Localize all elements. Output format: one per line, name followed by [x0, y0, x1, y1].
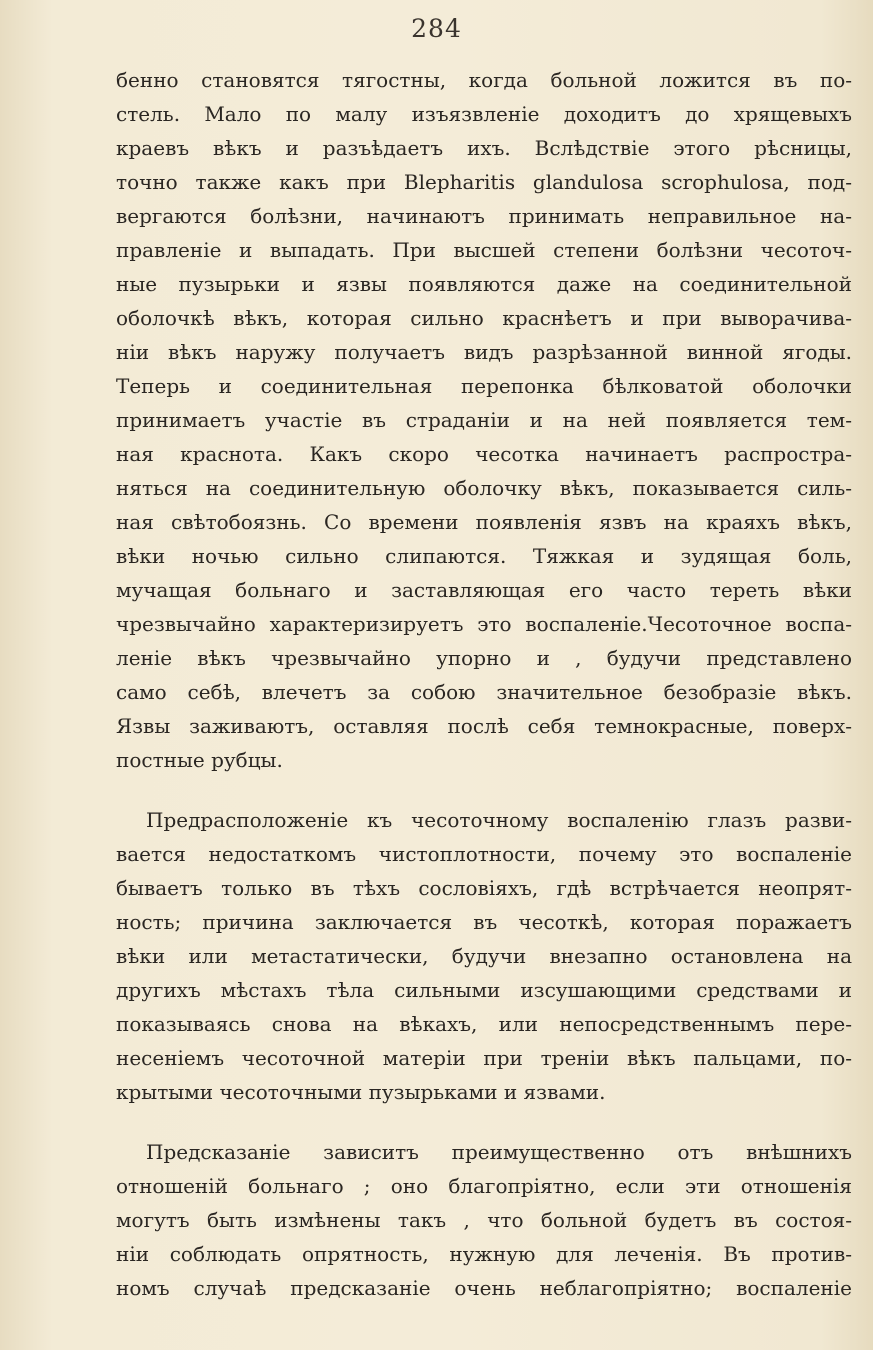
text-line: Теперь и соединительная перепонка бѣлковатой оболочки [116, 374, 852, 398]
text-line: Язвы заживаютъ, оставляя послѣ себя темнокрасные, поверх- [116, 714, 852, 738]
text-line: стель. Мало по малу изъязвленіе доходитъ до хрящевыхъ [116, 102, 852, 126]
paragraph-2 [116, 803, 852, 1109]
text-line: отношеній больнаго ; оно благопріятно, если эти отношенія [116, 1174, 852, 1198]
text-line: могутъ быть измѣнены такъ , что больной будетъ въ состоя- [116, 1208, 852, 1232]
text-line: ная краснота. Какъ скоро чесотка начинаетъ распростра- [116, 442, 852, 466]
text-line: ніи вѣкъ наружу получаетъ видъ разрѣзанной винной ягоды. [116, 340, 852, 364]
text-line: само себѣ, влечетъ за собою значительное безобразіе вѣкъ. [116, 680, 852, 704]
text-line: принимаетъ участіе въ страданіи и на ней появляется тем- [116, 408, 852, 432]
text-line: чрезвычайно характеризируетъ это воспаленіе.Чесоточное воспа- [116, 612, 852, 636]
text-line: точно также какъ при Blepharitis glandulosa scrophulosa, под- [116, 170, 852, 194]
text-line: несеніемъ чесоточной матеріи при треніи вѣкъ пальцами, по- [116, 1046, 852, 1070]
text-line: оболочкѣ вѣкъ, которая сильно краснѣетъ и при выворачива- [116, 306, 852, 330]
paragraph-1 [116, 63, 852, 777]
text-line: ніи соблюдать опрятность, нужную для леченія. Въ против- [116, 1242, 852, 1266]
paragraph-3 [116, 1135, 852, 1305]
text-line: Предрасположеніе къ чесоточному воспаленію глазъ разви- [146, 808, 852, 832]
paragraph-spacer [116, 777, 852, 803]
text-line: вергаются болѣзни, начинаютъ принимать неправильное на- [116, 204, 852, 228]
text-line: бенно становятся тягостны, когда больной ложится въ по- [116, 68, 852, 92]
text-line: няться на соединительную оболочку вѣкъ, показывается силь- [116, 476, 852, 500]
text-line: ные пузырьки и язвы появляются даже на соединительной [116, 272, 852, 296]
text-line: вѣки или метастатически, будучи внезапно остановлена на [116, 944, 852, 968]
text-line: другихъ мѣстахъ тѣла сильными изсушающими средствами и [116, 978, 852, 1002]
text-line: правленіе и выпадать. При высшей степени болѣзни чесоточ- [116, 238, 852, 262]
text-line: вается недостаткомъ чистоплотности, почему это воспаленіе [116, 842, 852, 866]
text-line: мучащая больнаго и заставляющая его часто тереть вѣки [116, 578, 852, 602]
text-line: леніе вѣкъ чрезвычайно упорно и , будучи представлено [116, 646, 852, 670]
text-line: бываетъ только въ тѣхъ сословіяхъ, гдѣ встрѣчается неопрят- [116, 876, 852, 900]
page-number: 284 [411, 14, 462, 43]
paragraph-spacer [116, 1109, 852, 1135]
text-line: крытыми чесоточными пузырьками и язвами. [116, 1080, 606, 1104]
text-line: ная свѣтобоязнь. Со времени появленія язвъ на краяхъ вѣкъ, [116, 510, 852, 534]
text-line: Предсказаніе зависитъ преимущественно отъ внѣшнихъ [146, 1140, 852, 1164]
body-text [116, 63, 852, 1305]
text-line: номъ случаѣ предсказаніе очень неблагопріятно; воспаленіе [116, 1276, 852, 1300]
text-line: краевъ вѣкъ и разъѣдаетъ ихъ. Вслѣдствіе этого рѣсницы, [116, 136, 852, 160]
text-line: показываясь снова на вѣкахъ, или непосредственнымъ пере- [116, 1012, 852, 1036]
text-line: постные рубцы. [116, 748, 283, 772]
text-line: ность; причина заключается въ чесоткѣ, которая поражаетъ [116, 910, 852, 934]
text-line: вѣки ночью сильно слипаются. Тяжкая и зудящая боль, [116, 544, 852, 568]
